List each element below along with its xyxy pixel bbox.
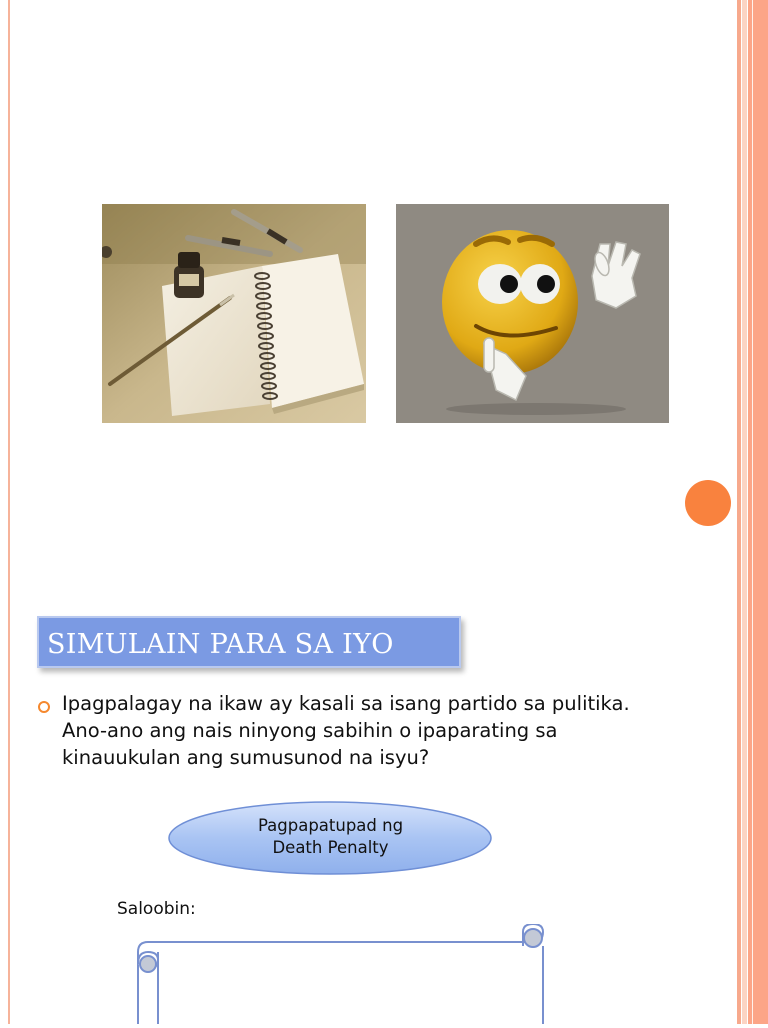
accent-dot: [685, 480, 731, 526]
topic-line-1: Pagpapatupad ng: [257, 816, 404, 835]
notebook-pen-photo: [102, 204, 366, 423]
section-title: SIMULAIN PARA SA IYO: [47, 629, 394, 660]
topic-ellipse: [167, 800, 494, 878]
bullet-line-2: Ano-ano ang nais ninyong sabihin o ipaparating sa: [62, 719, 558, 742]
section-title-box: [37, 616, 461, 668]
bullet-text: [62, 690, 692, 771]
bullet-line-3: kinauukulan ang sumusunod na isyu?: [62, 746, 430, 769]
response-label: Saloobin:: [117, 899, 196, 919]
topic-line-2: Death Penalty: [272, 838, 389, 857]
answer-scroll-box[interactable]: [128, 924, 548, 1028]
thinking-smiley-image: [396, 204, 669, 423]
bullet-line-1: Ipagpalagay na ikaw ay kasali sa isang partido sa pulitika.: [62, 692, 630, 715]
bullet-ring-icon: [38, 701, 50, 713]
topic-text: [167, 815, 494, 859]
